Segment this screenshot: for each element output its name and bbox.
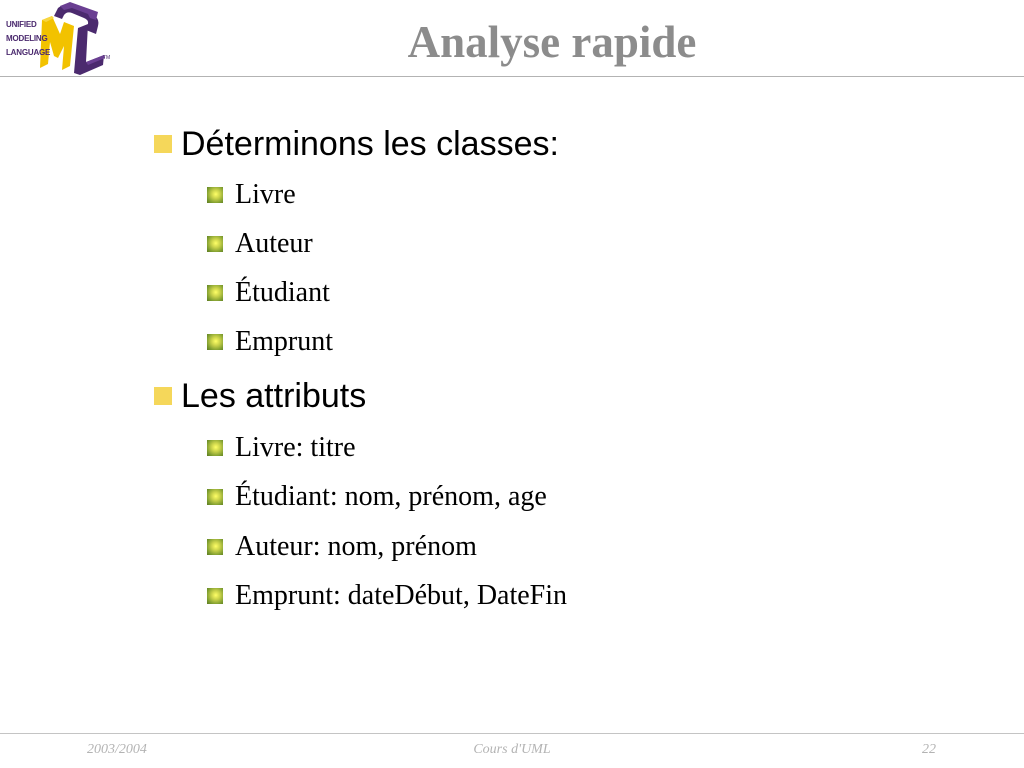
sub-bullet xyxy=(207,177,296,213)
sub-bullet xyxy=(207,324,333,360)
sub-bullet xyxy=(207,226,313,262)
sub-bullet-text: Livre: titre xyxy=(235,432,356,463)
sub-bullet xyxy=(207,430,356,466)
footer-divider xyxy=(0,733,1024,734)
sub-bullet xyxy=(207,529,477,565)
square-bullet-icon xyxy=(207,285,223,301)
square-bullet-icon xyxy=(207,588,223,604)
sub-bullet-text: Emprunt: dateDébut, DateFin xyxy=(235,580,568,611)
bullet-text: Les attributs xyxy=(181,376,367,415)
bullet-text: Déterminons les classes: xyxy=(181,124,559,163)
square-bullet-icon xyxy=(207,539,223,555)
sub-bullet-text: Emprunt xyxy=(235,326,333,357)
title-divider xyxy=(0,76,1024,77)
square-bullet-icon xyxy=(207,334,223,350)
sub-bullet-text: Auteur xyxy=(235,228,313,259)
logo-word-language: LANGUAGE xyxy=(6,48,51,57)
square-bullet-icon xyxy=(207,187,223,203)
bullet-classes xyxy=(154,122,559,166)
square-bullet-icon xyxy=(154,135,172,153)
logo-trademark: TM xyxy=(103,55,111,61)
sub-bullet-text: Étudiant: nom, prénom, age xyxy=(235,481,547,512)
logo-word-modeling: MODELING xyxy=(6,34,48,43)
footer-course: Cours d'UML xyxy=(473,742,551,757)
sub-bullet xyxy=(207,275,330,311)
square-bullet-icon xyxy=(154,387,172,405)
sub-bullet-text: Auteur: nom, prénom xyxy=(235,531,477,562)
footer-page-number: 22 xyxy=(922,742,936,757)
sub-bullet-text: Livre xyxy=(235,179,296,210)
uml-logo xyxy=(0,0,112,78)
sub-bullet xyxy=(207,479,547,515)
square-bullet-icon xyxy=(207,489,223,505)
logo-word-unified: UNIFIED xyxy=(6,20,37,29)
sub-bullet xyxy=(207,578,567,614)
bullet-attributes xyxy=(154,374,366,418)
square-bullet-icon xyxy=(207,236,223,252)
footer-year: 2003/2004 xyxy=(87,742,147,757)
square-bullet-icon xyxy=(207,440,223,456)
slide-title: Analyse rapide xyxy=(407,17,697,67)
sub-bullet-text: Étudiant xyxy=(235,277,330,308)
